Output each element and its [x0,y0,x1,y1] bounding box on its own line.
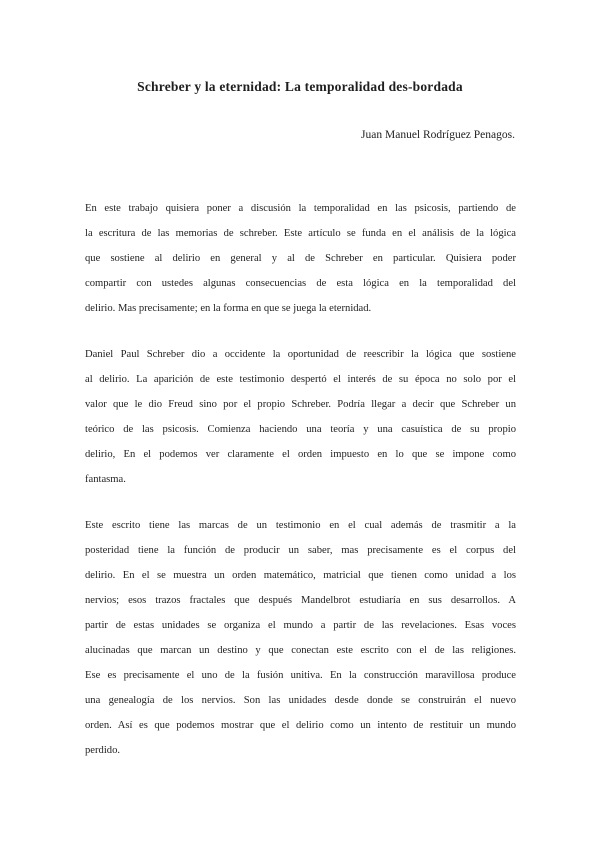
text-line: delirio, En el podemos ver claramente el orden impuesto en lo que se impone como [85,449,516,460]
text-line: al delirio. La aparición de este testimonio despertó el interés de su época no solo por el [85,374,516,385]
text-line: partir de estas unidades se organiza el mundo a partir de las revelaciones. Esas voces [85,620,516,631]
text-line: valor que le dio Freud sino por el propio Schreber. Podría llegar a decir que Schreber un [85,399,516,410]
text-line: delirio. Mas precisamente; en la forma en que se juega la eternidad. [85,303,372,314]
document-body [85,196,516,784]
text-line: Ese es precisamente el uno de la fusión unitiva. En la construcción maravillosa produce [85,670,516,681]
text-line: delirio. En el se muestra un orden matemático, matricial que tienen como unidad a los [85,570,516,581]
paragraph [85,196,516,321]
text-line: Este escrito tiene las marcas de un testimonio en el cual además de trasmitir a la [85,520,516,531]
text-line: una genealogía de los nervios. Son las unidades desde donde se construirán el nuevo [85,695,516,706]
text-line: compartir con ustedes algunas consecuencias de esta lógica en la temporalidad del [85,278,516,289]
text-line: posteridad tiene la función de producir un saber, mas precisamente es el corpus del [85,545,516,556]
text-line: nervios; esos trazos fractales que después Mandelbrot estudiaría en sus desarrollos. A [85,595,516,606]
text-line: fantasma. [85,474,126,485]
text-line: que sostiene al delirio en general y al de Schreber en particular. Quisiera poder [85,253,516,264]
paragraph [85,342,516,492]
text-line: alucinadas que marcan un destino y que conectan este escrito con el de las religiones. [85,645,516,656]
text-line: En este trabajo quisiera poner a discusión la temporalidad en las psicosis, partiendo de [85,203,516,214]
author-byline: Juan Manuel Rodríguez Penagos. [361,129,515,141]
text-line: perdido. [85,745,121,756]
text-line: teórico de las psicosis. Comienza haciendo una teoría y una casuística de su propio [85,424,516,435]
page-title: Schreber y la eternidad: La temporalidad des-bordada [137,79,463,94]
paragraph [85,513,516,763]
text-line: orden. Así es que podemos mostrar que el delirio como un intento de restituir un mundo [85,720,516,731]
text-line: la escritura de las memorias de schreber. Este artículo se funda en el análisis de la lógica [85,228,516,239]
text-line: Daniel Paul Schreber dio a occidente la oportunidad de reescribir la lógica que sostiene [85,349,516,360]
